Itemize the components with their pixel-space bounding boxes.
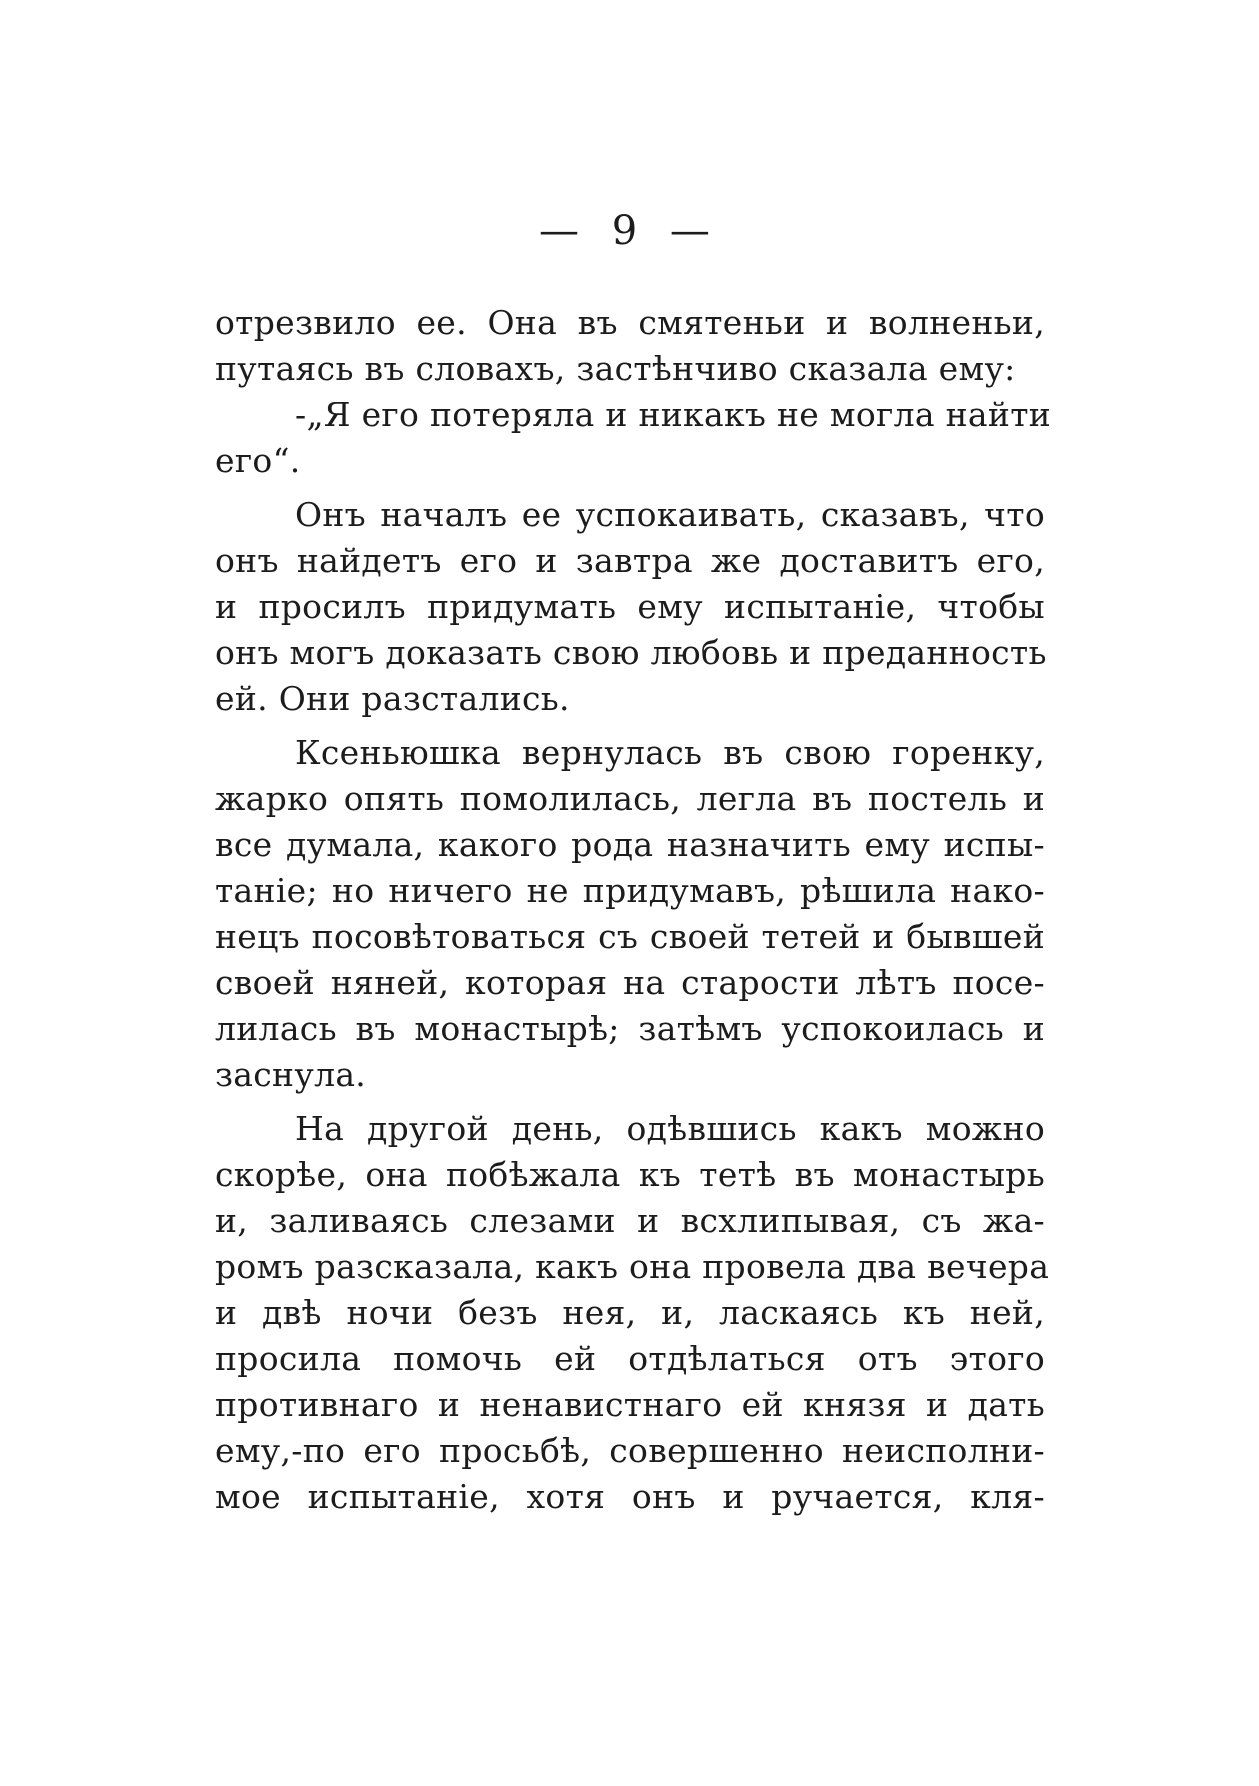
text-line: ему,-по его просьбѣ, совершенно неисполни- xyxy=(215,1431,1045,1470)
body-text xyxy=(215,300,1052,1520)
text-line: и просилъ придумать ему испытаніе, чтобы xyxy=(215,587,1045,626)
text-line: ромъ разсказала, какъ она провела два вечера xyxy=(215,1247,1050,1286)
text-line: все думала, какого рода назначить ему испы- xyxy=(215,825,1045,864)
text-line: ей. Они разстались. xyxy=(215,679,570,718)
text-line: заснула. xyxy=(215,1055,367,1094)
text-line: нецъ посовѣтоваться съ своей тетей и бывшей xyxy=(215,917,1045,956)
text-line: своей няней, которая на старости лѣтъ посе- xyxy=(215,963,1045,1002)
text-line: скорѣе, она побѣжала къ тетѣ въ монастырь xyxy=(215,1155,1045,1194)
text-line: онъ могъ доказать свою любовь и преданность xyxy=(215,633,1047,672)
text-line: Онъ началъ ее успокаивать, сказавъ, что xyxy=(295,495,1045,534)
text-line: отрезвило ее. Она въ смятеньи и волненьи, xyxy=(215,303,1045,342)
text-line: просила помочь ей отдѣлаться отъ этого xyxy=(215,1339,1045,1378)
text-line: лилась въ монастырѣ; затѣмъ успокоилась и xyxy=(215,1009,1045,1048)
text-line: онъ найдетъ его и завтра же доставитъ его, xyxy=(215,541,1045,580)
page-number: — 9 — xyxy=(539,208,720,254)
text-line: Ксеньюшка вернулась въ свою горенку, xyxy=(295,733,1045,772)
text-line: мое испытаніе, хотя онъ и ручается, кля- xyxy=(215,1477,1045,1516)
text-line: путаясь въ словахъ, застѣнчиво сказала ему: xyxy=(215,349,1016,388)
text-line: жарко опять помолилась, легла въ постель и xyxy=(215,779,1045,818)
text-line: его“. xyxy=(215,441,301,480)
text-line: и, заливаясь слезами и всхлипывая, съ жа- xyxy=(215,1201,1045,1240)
text-line: и двѣ ночи безъ нея, и, ласкаясь къ ней, xyxy=(215,1293,1045,1332)
text-line: На другой день, одѣвшись какъ можно xyxy=(295,1109,1045,1148)
text-line: -„Я его потеряла и никакъ не могла найти xyxy=(295,395,1052,434)
text-line: таніе; но ничего не придумавъ, рѣшила нако- xyxy=(215,871,1045,910)
text-line: противнаго и ненавистнаго ей князя и дать xyxy=(215,1385,1045,1424)
